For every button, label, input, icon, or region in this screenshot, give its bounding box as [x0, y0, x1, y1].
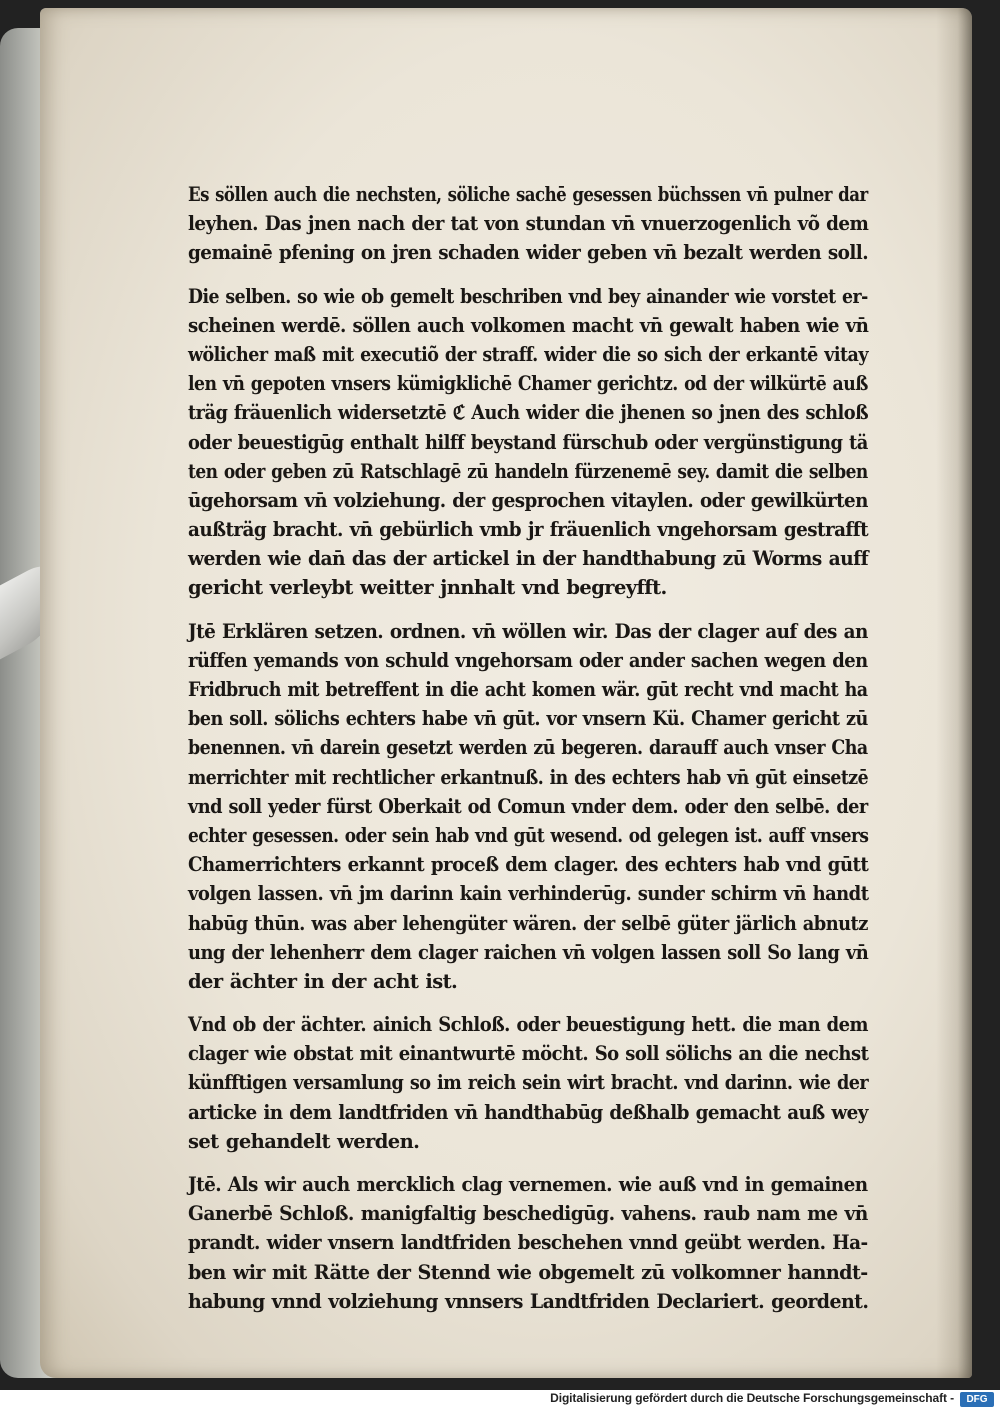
paragraph [188, 1170, 868, 1316]
footer-bar [0, 1390, 1000, 1410]
text-line: Jtē Erklären setzen. ordnen. vn̄ wöllen wir. Das der clager auf des an [188, 619, 868, 643]
text-line: clager wie obstat mit einantwurtē möcht. So soll sölichs an die nechst [188, 1042, 869, 1066]
text-line: gemainē pfening on jren schaden wider geben vn̄ bezalt werden soll. [188, 241, 869, 265]
text-line: wölicher maß mit executiõ der straff. wider die so sich der erkantē vitay [188, 342, 868, 366]
text-line: habūg thūn. was aber lehengüter wären. der selbē güter järlich abnutz [188, 911, 868, 935]
text-line: vnd soll yeder fürst Oberkait od Comun vnder dem. oder den selbē. der [188, 794, 868, 818]
text-line: habung vnnd volziehung vnnsers Landtfriden Declariert. geordent. [188, 1289, 869, 1313]
text-line: Jtē. Als wir auch mercklich clag vernemen. wie auß vnd in gemainen [188, 1173, 868, 1196]
printed-text-block [188, 180, 868, 1316]
text-line: Die selben. so wie ob gemelt beschriben vnd bey ainander wie vorstet er- [188, 284, 868, 308]
text-line: ben wir mit Rätte der Stennd wie obgemelt zū volkomner hanndt- [188, 1260, 868, 1284]
text-line: ung der lehenherr dem clager raichen vn̄ volgen lassen soll So lang vn̄ [188, 940, 869, 964]
text-line: träg fräuenlich widersetztē ℭ Auch wider die jhenen so jnen des schloß [188, 401, 869, 425]
text-line: werden wie dan̄ das der artickel in der handthabung zū Worms auff [188, 547, 869, 571]
text-line: articke in dem landtfriden vn̄ handthabūg deßhalb gemacht auß wey [188, 1100, 868, 1124]
text-line: ben soll. sölichs echters habe vn̄ gūt. vor vnsern Kü. Chamer gericht zū [188, 707, 868, 731]
text-line: Fridbruch mit betreffent in die acht komen wär. gūt recht vnd macht ha [188, 678, 868, 701]
text-line: benennen. vn̄ darein gesetzt werden zū begeren. darauff auch vnser Cha [188, 736, 868, 760]
funding-credit[interactable]: Digitalisierung gefördert durch die Deutsche Forschungsgemeinschaft - [550, 1391, 954, 1405]
paragraph-gap [188, 996, 868, 1010]
text-line: scheinen werdē. söllen auch volkomen macht vn̄ gewalt haben wie vn̄ [188, 313, 869, 337]
text-line: volgen lassen. vn̄ jm darinn kain verhinderūg. sunder schirm vn̄ handt [188, 882, 869, 906]
text-line: Vnd ob der ächter. ainich Schloß. oder beuestigung hett. die man dem [188, 1013, 868, 1037]
text-line: echter gesessen. oder sein hab vnd gūt wesend. od gelegen ist. auff vnsers [188, 823, 869, 847]
text-line: ten oder geben zū Ratschlagē zū handeln fürzenemē sey. damit die selben [188, 459, 868, 483]
paragraph [188, 617, 868, 996]
text-line: merrichter mit rechtlicher erkantnuß. in des echters hab vn̄ gūt einsetzē [188, 765, 869, 789]
text-line: gericht verleybt weitter jnnhalt vnd begreyfft. [188, 576, 667, 600]
text-line: set gehandelt werden. [188, 1129, 420, 1153]
text-line: außträg bracht. vn̄ gebürlich vmb jr fräuenlich vngehorsam gestrafft [188, 518, 868, 542]
paragraph [188, 1010, 868, 1156]
text-line: len vn̄ gepoten vnsers kümigklichē Chamer gerichtz. od der wilkürtē auß [188, 372, 868, 396]
paragraph-gap [188, 1156, 868, 1170]
paragraph-gap [188, 603, 868, 617]
text-line: künfftigen versamlung so im reich sein wirt bracht. vnd darinn. wie der [188, 1071, 869, 1095]
text-line: Chamerrichters erkannt proceß dem clager. des echters hab vnd gūtt [188, 853, 869, 877]
dfg-logo[interactable]: DFG [960, 1392, 994, 1407]
text-line: Es söllen auch die nechsten, söliche sachē gesessen büchssen vn̄ pulner dar [188, 183, 868, 206]
paragraph [188, 282, 868, 603]
text-line: prandt. wider vnsern landtfriden beschehen vnnd geübt werden. Ha- [188, 1231, 868, 1255]
text-line: der ächter in der acht ist. [188, 969, 458, 993]
text-line: oder beuestigūg enthalt hilff beystand fürschub oder vergünstigung tä [188, 430, 868, 454]
page-gutter-shadow [936, 8, 972, 1378]
text-line: ūgehorsam vn̄ volziehung. der gesprochen vitaylen. oder gewilkürten [188, 488, 868, 512]
text-line: leyhen. Das jnen nach der tat von stundan vn̄ vnuerzogenlich võ dem [188, 212, 869, 236]
paragraph-gap [188, 268, 868, 282]
paragraph [188, 180, 868, 268]
text-line: Ganerbē Schloß. manigfaltig beschedigūg. vahens. raub nam me vn̄ [188, 1202, 868, 1226]
text-line: rüffen yemands von schuld vngehorsam oder ander sachen wegen den [188, 648, 868, 672]
